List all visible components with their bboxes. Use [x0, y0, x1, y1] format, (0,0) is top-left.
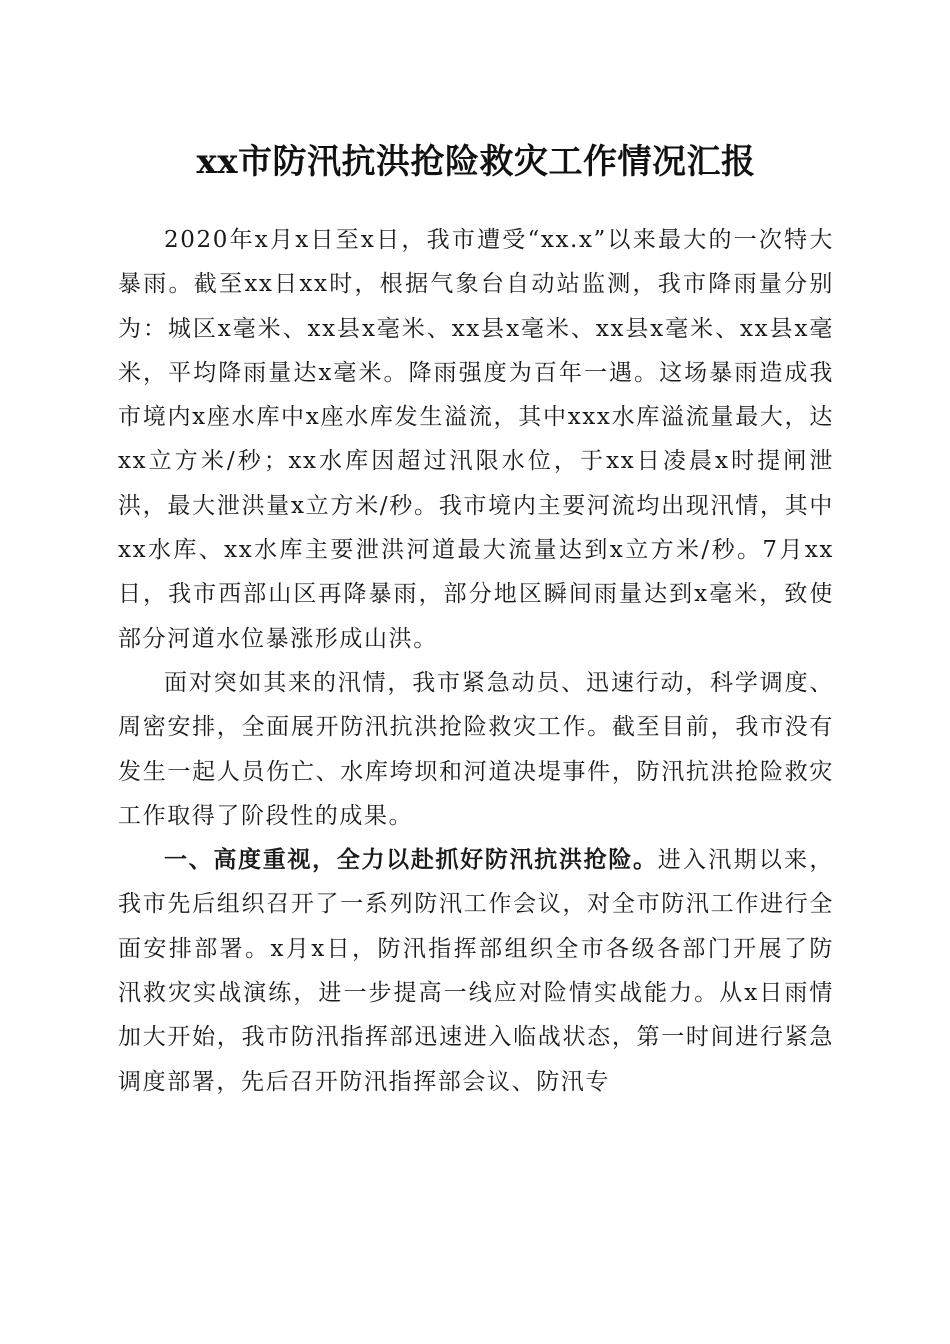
paragraph-rainfall-overview: 2020年x月x日至x日，我市遭受“xx.x”以来最大的一次特大暴雨。截至xx日xx时，根据气象台自动站监测，我市降雨量分别为：城区x毫米、xx县x毫米、xx县x毫米、xx县x毫米、xx县x毫米，平均降雨量达x毫米。降雨强度为百年一遇。这场暴雨造成我市境内x座水库中x座水库发生溢流，其中xxx水库溢流量最大，达xx立方米/秒；xx水库因超过汛限水位，于xx日凌晨x时提闸泄洪，最大泄洪量x立方米/秒。我市境内主要河流均出现汛情，其中xx水库、xx水库主要泄洪河道最大流量达到x立方米/秒。7月xx日，我市西部山区再降暴雨，部分地区瞬间雨量达到x毫米，致使部分河道水位暴涨形成山洪。	[118, 227, 834, 652]
document-title: xx市防汛抗洪抢险救灾工作情况汇报	[196, 142, 756, 182]
paragraph-section-1	[118, 838, 834, 1104]
document-page	[118, 135, 834, 1104]
section-1-heading: 一、高度重视，全力以赴抓好防汛抗洪抢险。	[164, 847, 658, 874]
section-1-body: 进入汛期以来，我市先后组织召开了一系列防汛工作会议，对全市防汛工作进行全面安排部署。x月x日，防汛指挥部组织全市各级各部门开展了防汛救灾实战演练，进一步提高一线应对险情实战能力。从x日雨情加大开始，我市防汛指挥部迅速进入临战状态，第一时间进行紧急调度部署，先后召开防汛指挥部会议、防汛专	[118, 847, 835, 1095]
paragraph-response-summary: 面对突如其来的汛情，我市紧急动员、迅速行动，科学调度、周密安排，全面展开防汛抗洪抢险救灾工作。截至目前，我市没有发生一起人员伤亡、水库垮坝和河道决堤事件，防汛抗洪抢险救灾工作取得了阶段性的成果。	[118, 669, 834, 829]
